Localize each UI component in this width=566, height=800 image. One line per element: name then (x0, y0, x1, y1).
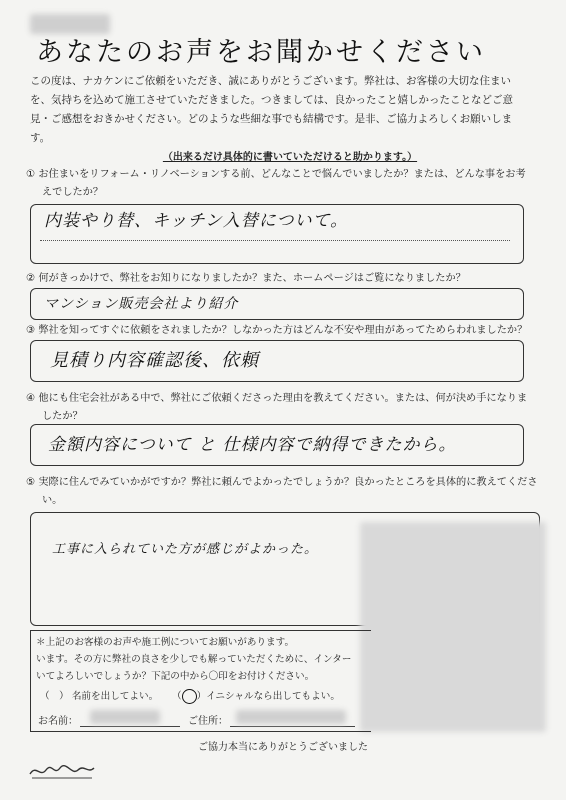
permission-line: います。その方に弊社の良さを少しでも解っていただくために、インター (36, 654, 352, 665)
question-4-label-cont: したか？ (42, 411, 83, 422)
redacted-photo-block (360, 522, 546, 732)
intro-line: す。 (30, 132, 51, 144)
question-5-label: ⑤ 実際に住んでみていかがですか？弊社に頼んでよかったでしょうか？良かったところを具体的に教えてくださ (26, 477, 538, 488)
option-2-selected-circle[interactable] (182, 689, 197, 704)
question-5-label-cont: い。 (42, 495, 63, 506)
intro-line: を、気持ちを込めて施工させていただきました。つきましては、良かったこと嬉しかったことなどご意 (30, 94, 513, 106)
intro-line: この度は、ナカケンにご依頼をいただき、誠にありがとうございます。弊社は、お客様の大切な住まい (30, 75, 512, 87)
question-3 (26, 322, 542, 340)
instruction-note: （出来るだけ具体的に書いていただけると助かります。） (162, 152, 418, 163)
page-title: あなたのお声をお聞かせください (36, 37, 486, 68)
name-field-line (80, 726, 180, 727)
permission-request-text (36, 634, 366, 685)
answer-5-handwriting: 工事に入られていた方が感じがよかった。 (52, 542, 319, 557)
option-2-open-paren: （ (172, 691, 182, 702)
question-5 (26, 474, 542, 510)
question-2 (26, 270, 542, 288)
thanks-message: ご協力本当にありがとうございました (198, 742, 368, 753)
intro-line: 見・ご感想をおきかせください。どのような些細な事でも結構です。是非、ご協力よろしくお願いしま (30, 113, 513, 125)
intro-paragraph (30, 72, 540, 148)
redacted-address (236, 710, 346, 724)
option-1-label: 名前を出してよい。 (71, 691, 159, 702)
option-name-ok (40, 688, 158, 705)
answer-4-handwriting: 金額内容について と 仕様内容で納得できたから。 (48, 435, 457, 455)
answer-3-handwriting: 見積り内容確認後、依頼 (50, 350, 259, 371)
question-4-label: ④ 他にも住宅会社がある中で、弊社にご依頼くださった理由を教えてください。または、何が決め手になりま (26, 393, 528, 404)
answer-1-guide-line (40, 240, 510, 241)
address-label: ご住所： (188, 716, 228, 727)
option-2-label: ）イニシャルなら出してもよい。 (196, 691, 340, 702)
option-initial-ok (172, 688, 340, 705)
permission-line: いてよろしいでしょうか？下記の中から〇印をお付けください。 (36, 671, 315, 682)
question-1 (26, 166, 542, 202)
question-4 (26, 390, 542, 426)
name-label: お名前： (38, 716, 78, 727)
option-1-checkbox[interactable]: （ ） (40, 691, 69, 702)
address-field-line (230, 726, 355, 727)
question-3-label: ③ 弊社を知ってすぐに依頼をされましたか？しなかった方はどんな不安や理由があってためらわれましたか？ (26, 325, 528, 336)
permission-line: ＊上記のお客様のお声や施工例についてお願いがあります。 (36, 637, 295, 648)
question-2-label: ② 何がきっかけで、弊社をお知りになりましたか？また、ホームページはご覧になりましたか？ (26, 273, 466, 284)
question-1-label: ① お住まいをリフォーム・リノベーションする前、どんなことで悩んでいましたか？または、どんな事をお考 (26, 169, 526, 180)
question-1-label-cont: えでしたか？ (42, 187, 104, 198)
redacted-name (90, 710, 160, 724)
staff-signature-image (28, 760, 98, 782)
answer-1-handwriting: 内装やり替、キッチン入替について。 (44, 211, 349, 231)
answer-2-handwriting: マンション販売会社より紹介 (44, 296, 239, 312)
